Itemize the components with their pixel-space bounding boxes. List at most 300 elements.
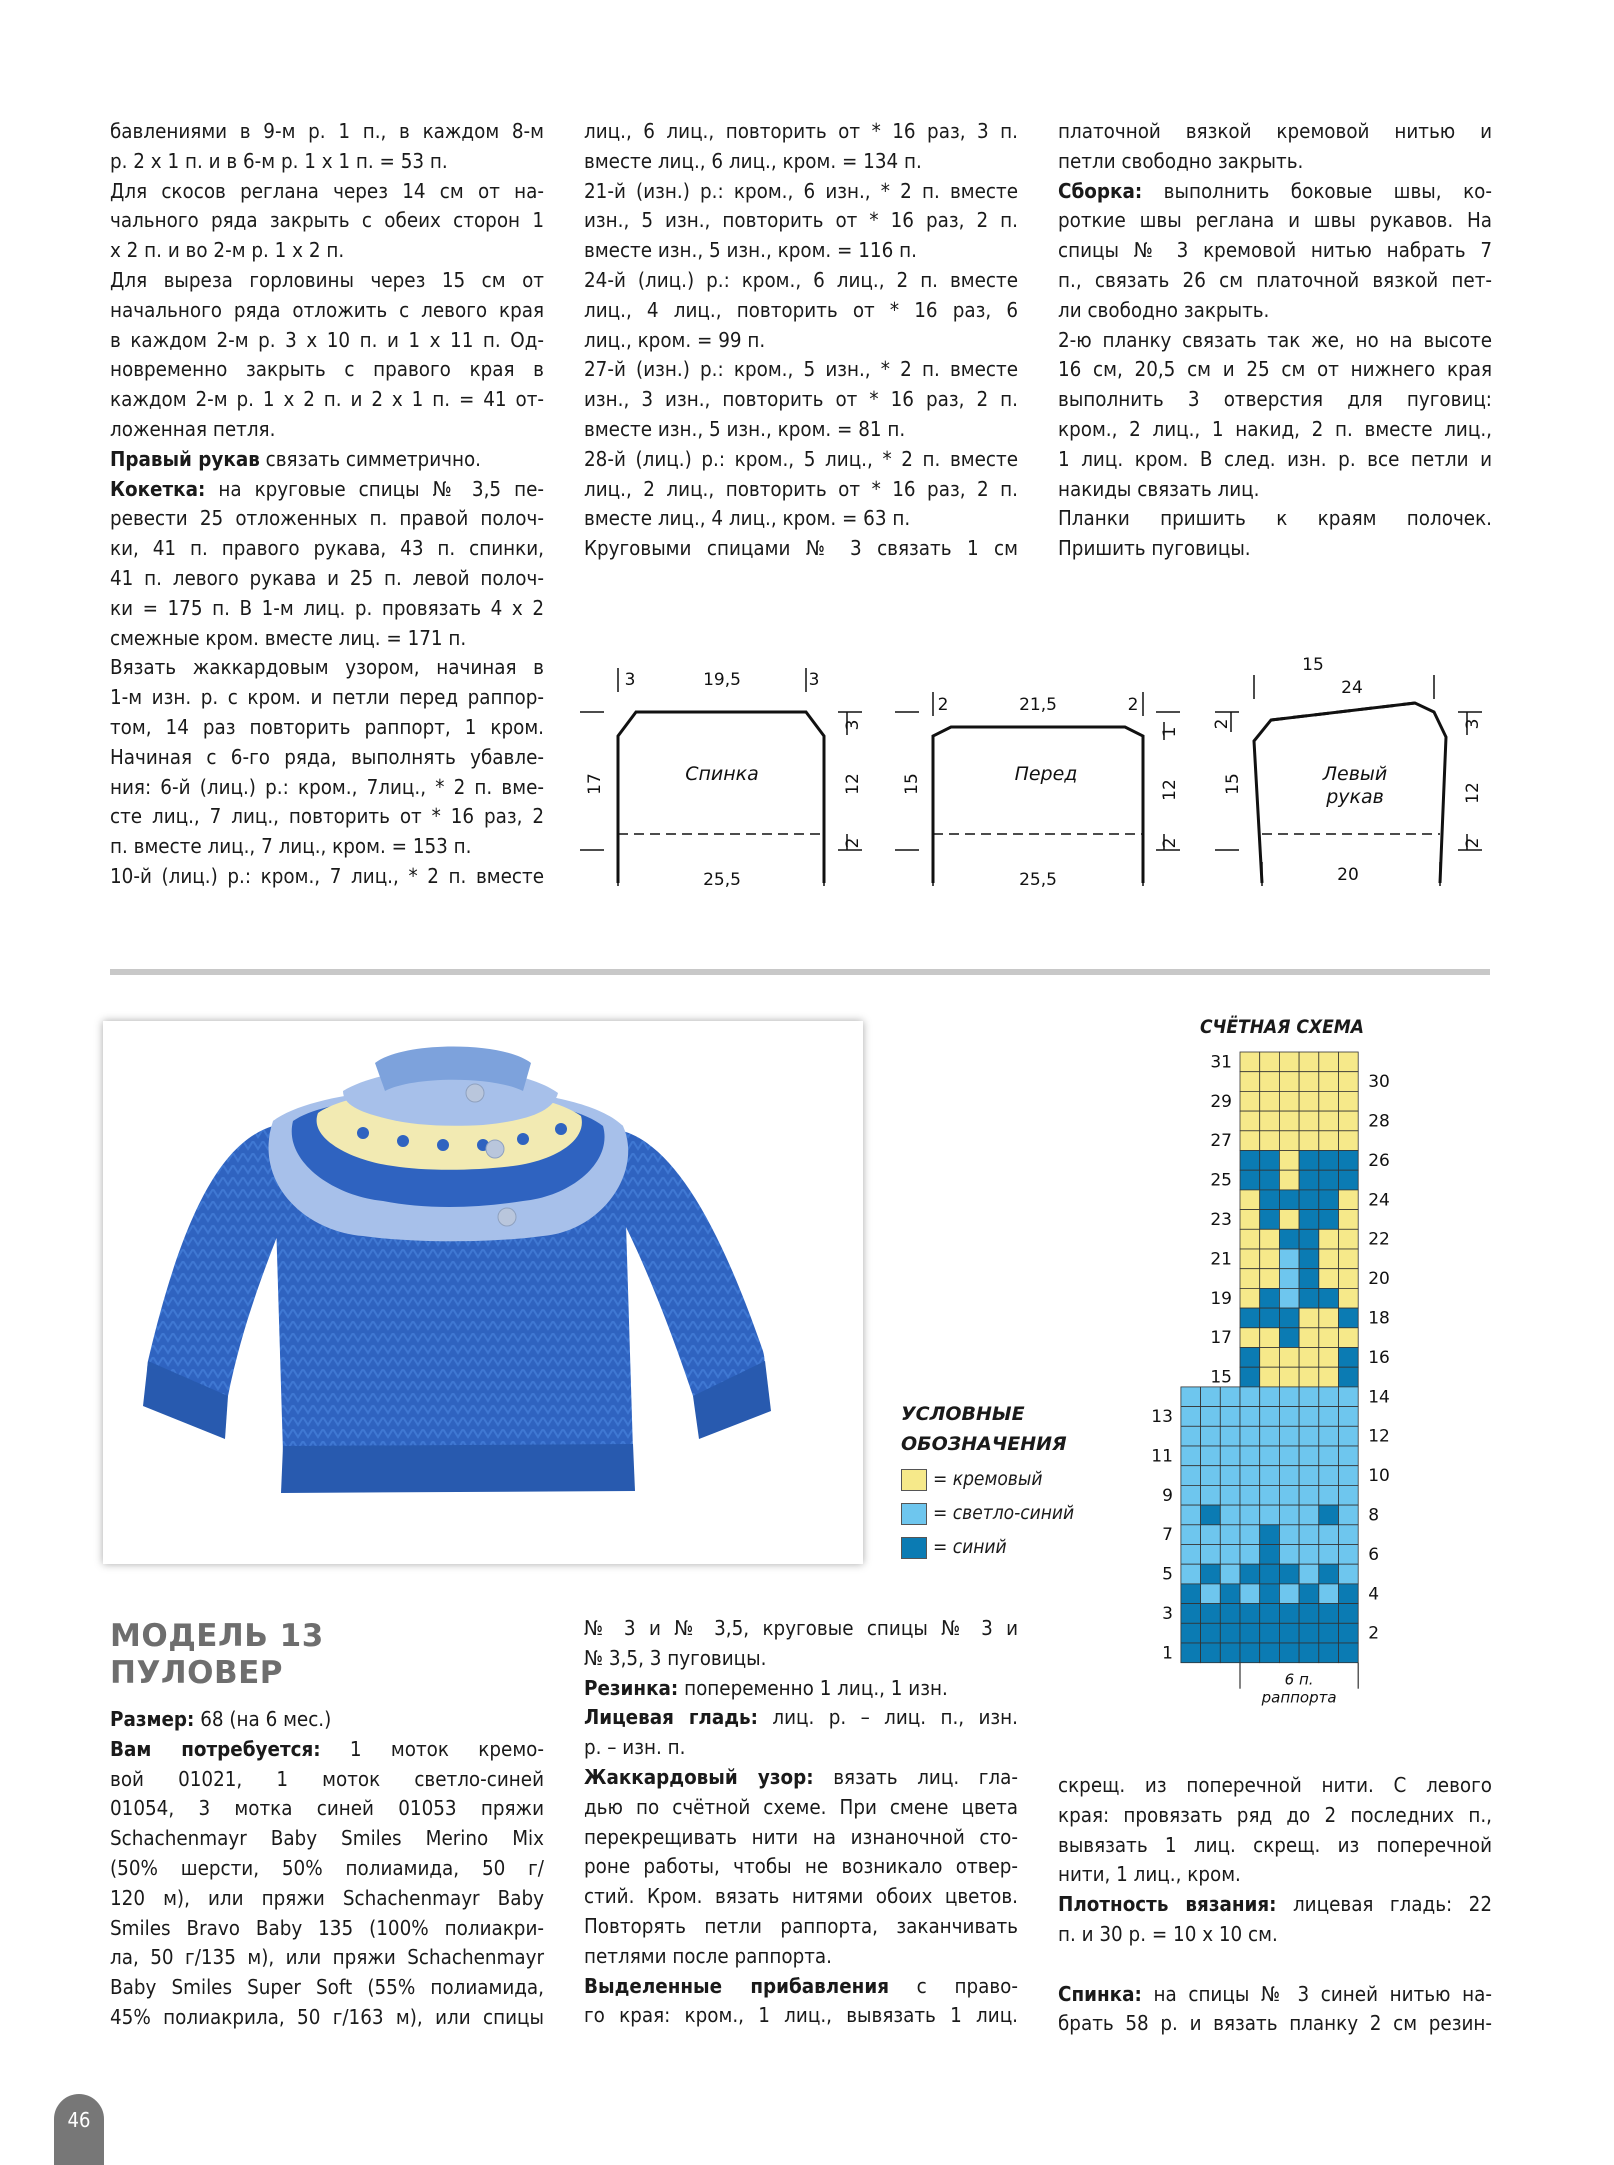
text-line <box>110 117 544 147</box>
line-text: накиды связать лиц. <box>1058 476 1260 501</box>
line-text: 45% полиакрила, 50 г/163 м), или спицы <box>110 2004 544 2029</box>
chart-cell <box>1279 1249 1299 1269</box>
text-line <box>110 862 544 892</box>
chart-cell <box>1279 1052 1299 1072</box>
text-line <box>110 475 544 505</box>
chart-cell <box>1260 1131 1280 1151</box>
line-text: петлями после раппорта. <box>584 1943 832 1968</box>
svg-text:3: 3 <box>624 670 636 690</box>
sleeve-label-2: рукав <box>1326 786 1384 808</box>
color-swatch <box>901 1503 927 1525</box>
text-line <box>110 832 544 862</box>
text-line <box>1058 445 1492 475</box>
chart-cell <box>1299 1367 1319 1387</box>
svg-text:2: 2 <box>1463 837 1483 849</box>
line-text: вместе лиц., 4 лиц., кром. = 63 п. <box>584 506 911 531</box>
chart-cell <box>1339 1151 1359 1171</box>
line-text: бавлениями в 9-м р. 1 п., в каждом 8-м <box>110 119 544 143</box>
chart-cell <box>1319 1505 1339 1525</box>
svg-text:25,5: 25,5 <box>703 870 741 890</box>
chart-cell <box>1319 1446 1339 1466</box>
chart-cell <box>1339 1308 1359 1328</box>
chart-cell <box>1319 1269 1339 1289</box>
chart-cell <box>1240 1505 1260 1525</box>
chart-cell <box>1279 1604 1299 1624</box>
row-number-right: 2 <box>1368 1623 1380 1644</box>
sleeve-label-1: Левый <box>1322 763 1388 785</box>
row-number-left: 29 <box>1210 1091 1232 1112</box>
chart-cell <box>1220 1446 1240 1466</box>
line-text: 28-й (лиц.) р.: кром., 5 лиц., * 2 п. вместе <box>584 446 1018 471</box>
line-text: лицевая гладь: 22 <box>1276 1892 1492 1917</box>
text-line <box>584 147 1018 177</box>
line-text: вывязать 1 лиц. скрещ. из поперечной <box>1058 1832 1492 1857</box>
svg-text:3: 3 <box>843 719 863 731</box>
chart-cell <box>1240 1604 1260 1624</box>
chart-cell <box>1279 1072 1299 1092</box>
text-line <box>1058 1801 1492 1831</box>
line-text: новременно закрыть с правого края в <box>110 357 544 382</box>
knitting-chart <box>1151 1040 1510 1707</box>
legend-title-line2: ОБОЗНАЧЕНИЯ <box>901 1433 1067 1455</box>
text-line <box>110 1854 544 1884</box>
text-line <box>110 355 544 385</box>
line-text: вместе лиц., 6 лиц., кром. = 134 п. <box>584 148 922 173</box>
line-text: роне работы, чтобы не возникало отвер- <box>584 1854 1018 1879</box>
chart-cell <box>1299 1643 1319 1663</box>
line-text: вязать лиц. гла- <box>813 1764 1018 1789</box>
repeat-label-1: 6 п. <box>1284 1670 1314 1689</box>
row-number-left: 21 <box>1210 1249 1232 1270</box>
chart-cell <box>1220 1387 1240 1407</box>
text-line <box>584 177 1018 207</box>
chart-cell <box>1240 1269 1260 1289</box>
legend-item <box>901 1501 1074 1525</box>
svg-text:15: 15 <box>902 773 922 795</box>
line-text: вой 01021, 1 моток светло-синей <box>110 1766 544 1791</box>
chart-cell <box>1240 1643 1260 1663</box>
text-line <box>584 266 1018 296</box>
text-line <box>584 1703 1018 1733</box>
line-text: дью по счётной схеме. При смене цвета <box>584 1794 1018 1819</box>
text-line <box>110 177 544 207</box>
text-column-3 <box>1058 117 1492 564</box>
chart-cell <box>1201 1426 1221 1446</box>
legend-item <box>901 1535 1007 1559</box>
chart-cell <box>1279 1170 1299 1190</box>
chart-cell <box>1319 1387 1339 1407</box>
svg-text:20: 20 <box>1337 865 1359 885</box>
repeat-label-2: раппорта <box>1261 1688 1337 1707</box>
chart-cell <box>1240 1170 1260 1190</box>
text-line <box>110 743 544 773</box>
text-line <box>1058 1920 1492 1950</box>
text-line <box>110 1824 544 1854</box>
text-line <box>1058 385 1492 415</box>
chart-cell <box>1240 1072 1260 1092</box>
line-text: Пришить пуговицы. <box>1058 536 1251 561</box>
line-text: стий. Кром. вязать нитями обоих цветов. <box>584 1884 1018 1909</box>
row-number-left: 31 <box>1210 1052 1232 1073</box>
text-line <box>584 1823 1018 1853</box>
chart-cell <box>1319 1426 1339 1446</box>
chart-cell <box>1339 1131 1359 1151</box>
chart-cell <box>1299 1584 1319 1604</box>
text-line <box>1058 177 1492 207</box>
chart-cell <box>1299 1072 1319 1092</box>
line-text: Вязать жаккардовым узором, начиная в <box>110 655 544 680</box>
row-number-left: 1 <box>1162 1643 1173 1664</box>
chart-cell <box>1181 1604 1201 1624</box>
legend-item <box>901 1467 1042 1491</box>
chart-cell <box>1299 1505 1319 1525</box>
chart-cell <box>1181 1485 1201 1505</box>
line-text: на спицы № 3 синей нитью на- <box>1141 1981 1492 2006</box>
chart-cell <box>1299 1308 1319 1328</box>
text-line <box>110 1943 544 1973</box>
text-line <box>110 713 544 743</box>
row-number-left: 23 <box>1210 1209 1232 1230</box>
chart-cell <box>1319 1623 1339 1643</box>
line-text: связать симметрично. <box>259 446 482 471</box>
chart-cell <box>1339 1170 1359 1190</box>
text-line <box>1058 1950 1492 1980</box>
row-number-right: 20 <box>1368 1269 1390 1290</box>
chart-cell <box>1220 1545 1240 1565</box>
color-swatch <box>901 1537 927 1559</box>
text-line <box>110 564 544 594</box>
line-text: спицы № 3 кремовой нитью набрать 7 <box>1058 238 1492 263</box>
chart-cell <box>1240 1210 1260 1230</box>
chart-cell <box>1181 1584 1201 1604</box>
bold-term: Плотность вязания: <box>1058 1892 1277 1917</box>
chart-cell <box>1181 1446 1201 1466</box>
chart-cell <box>1339 1072 1359 1092</box>
row-number-left: 25 <box>1210 1170 1232 1191</box>
svg-text:19,5: 19,5 <box>703 670 741 690</box>
chart-cell <box>1319 1643 1339 1663</box>
text-line <box>1058 534 1492 564</box>
chart-cell <box>1260 1151 1280 1171</box>
chart-cell <box>1319 1170 1339 1190</box>
text-line <box>110 773 544 803</box>
line-text: попеременно 1 лиц., 1 изн. <box>678 1675 948 1700</box>
line-text: на круговые спицы № 3,5 пе- <box>205 476 544 501</box>
chart-cell <box>1299 1604 1319 1624</box>
text-line <box>1058 415 1492 445</box>
chart-cell <box>1181 1407 1201 1427</box>
chart-cell <box>1240 1249 1260 1269</box>
line-text: 01054, 3 мотка синей 01053 пряжи <box>110 1796 544 1821</box>
text-line <box>110 1973 544 2003</box>
text-line <box>584 1614 1018 1644</box>
chart-cell <box>1339 1505 1359 1525</box>
line-text: го края: кром., 1 лиц., вывязать 1 лиц. <box>584 2003 1018 2028</box>
chart-cell <box>1240 1111 1260 1131</box>
chart-cell <box>1240 1131 1260 1151</box>
svg-text:15: 15 <box>1302 655 1324 675</box>
chart-cell <box>1240 1545 1260 1565</box>
line-text: края: провязать ряд до 2 последних п., <box>1058 1802 1492 1827</box>
line-text: начального ряда отложить с левого края <box>110 297 544 322</box>
line-text: выполнить 3 отверстия для пуговиц: <box>1058 387 1492 412</box>
chart-cell <box>1240 1190 1260 1210</box>
text-line <box>1058 326 1492 356</box>
svg-text:12: 12 <box>1160 779 1180 801</box>
chart-cell <box>1279 1229 1299 1249</box>
chart-cell <box>1181 1564 1201 1584</box>
chart-cell <box>1220 1623 1240 1643</box>
chart-cell <box>1279 1446 1299 1466</box>
line-text: том, 14 раз повторить раппорт, 1 кром. <box>110 714 544 739</box>
chart-cell <box>1260 1111 1280 1131</box>
chart-cell <box>1201 1485 1221 1505</box>
chart-cell <box>1299 1426 1319 1446</box>
svg-text:15: 15 <box>1223 773 1243 795</box>
text-line <box>584 1763 1018 1793</box>
row-number-right: 4 <box>1368 1584 1380 1605</box>
legend-label: = синий <box>933 1536 1007 1558</box>
row-number-right: 30 <box>1368 1072 1390 1093</box>
line-text: с право- <box>889 1973 1018 1998</box>
legend-title <box>901 1399 1067 1459</box>
chart-cell <box>1220 1426 1240 1446</box>
chart-title: СЧЁТНАЯ СХЕМА <box>1200 1016 1364 1038</box>
line-text: Schachenmayr Baby Smiles Merino Mix <box>110 1826 544 1851</box>
line-text: 41 п. левого рукава и 25 п. левой полоч- <box>110 565 544 590</box>
chart-cell <box>1260 1072 1280 1092</box>
chart-cell <box>1181 1623 1201 1643</box>
chart-cell <box>1201 1564 1221 1584</box>
text-line <box>110 1705 544 1735</box>
line-text: сте лиц., 7 лиц., повторить от * 16 раз, 2 <box>110 804 544 829</box>
chart-cell <box>1181 1466 1201 1486</box>
chart-cell <box>1339 1328 1359 1348</box>
chart-cell <box>1319 1229 1339 1249</box>
chart-cell <box>1339 1210 1359 1230</box>
line-text: п., связать 26 см платочной вязкой пет- <box>1058 267 1492 292</box>
text-line <box>110 266 544 296</box>
legend-label: = кремовый <box>933 1468 1043 1490</box>
line-text: 24-й (лиц.) р.: кром., 6 лиц., 2 п. вместе <box>584 267 1018 292</box>
back-label: Спинка <box>685 763 759 785</box>
chart-cell <box>1299 1170 1319 1190</box>
chart-cell <box>1279 1643 1299 1663</box>
row-number-left: 11 <box>1151 1446 1173 1467</box>
row-number-left: 19 <box>1210 1288 1232 1309</box>
chart-cell <box>1240 1288 1260 1308</box>
line-text: 120 м), или пряжи Schachenmayr Baby <box>110 1885 544 1910</box>
text-line <box>584 415 1018 445</box>
chart-cell <box>1339 1584 1359 1604</box>
bold-term: Кокетка: <box>110 476 206 501</box>
row-number-left: 5 <box>1162 1564 1173 1585</box>
svg-text:12: 12 <box>1463 782 1483 804</box>
text-line <box>584 326 1018 356</box>
text-line <box>1058 1831 1492 1861</box>
chart-cell <box>1339 1446 1359 1466</box>
chart-cell <box>1339 1407 1359 1427</box>
page-number: 46 <box>54 2094 104 2165</box>
line-text: 1 моток кремо- <box>320 1736 545 1761</box>
chart-cell <box>1260 1328 1280 1348</box>
chart-cell <box>1339 1288 1359 1308</box>
chart-cell <box>1279 1288 1299 1308</box>
row-number-right: 6 <box>1368 1544 1380 1565</box>
line-text: р. – изн. п. <box>584 1735 686 1760</box>
chart-cell <box>1299 1249 1319 1269</box>
text-line <box>584 1793 1018 1823</box>
text-line <box>584 445 1018 475</box>
line-text: выполнить боковые швы, ко- <box>1142 178 1492 203</box>
svg-text:12: 12 <box>843 773 863 795</box>
text-line <box>1058 266 1492 296</box>
svg-text:2: 2 <box>1160 837 1180 849</box>
chart-cell <box>1240 1407 1260 1427</box>
line-text: ки = 175 п. В 1-м лиц. р. провязать 4 x 2 <box>110 595 544 620</box>
chart-cell <box>1279 1210 1299 1230</box>
text-line <box>110 683 544 713</box>
chart-cell <box>1240 1525 1260 1545</box>
line-text: № 3,5, 3 пуговицы. <box>584 1645 767 1670</box>
chart-cell <box>1260 1269 1280 1289</box>
line-text: x 2 п. и во 2-м р. 1 x 2 п. <box>110 238 345 263</box>
line-text: перекрещивать нити на изнаночной сто- <box>584 1824 1018 1849</box>
chart-cell <box>1279 1328 1299 1348</box>
chart-cell <box>1339 1485 1359 1505</box>
chart-cell <box>1319 1407 1339 1427</box>
line-text: 68 (на 6 мес.) <box>194 1707 332 1731</box>
chart-cell <box>1181 1643 1201 1663</box>
text-line <box>584 355 1018 385</box>
bold-term: Вам потребуется: <box>110 1736 321 1761</box>
bold-term: Размер: <box>110 1707 195 1731</box>
chart-cell <box>1299 1190 1319 1210</box>
chart-cell <box>1220 1564 1240 1584</box>
chart-cell <box>1279 1091 1299 1111</box>
line-text: Для выреза горловины через 15 см от <box>110 267 544 292</box>
text-line <box>584 1674 1018 1704</box>
chart-cell <box>1240 1426 1260 1446</box>
row-number-left: 9 <box>1162 1485 1173 1506</box>
line-text: 27-й (изн.) р.: кром., 5 изн., * 2 п. вместе <box>584 357 1018 382</box>
text-line <box>110 2003 544 2033</box>
line-text: лиц., 4 лиц., повторить от * 16 раз, 6 <box>584 297 1018 322</box>
chart-cell <box>1279 1131 1299 1151</box>
chart-cell <box>1319 1210 1339 1230</box>
chart-cell <box>1181 1426 1201 1446</box>
line-text: 1-м изн. р. с кром. и петли перед раппор- <box>110 685 544 710</box>
text-line <box>584 2001 1018 2031</box>
line-text: брать 58 р. и вязать планку 2 см резин- <box>1058 2011 1492 2036</box>
legend-label: = светло-синий <box>933 1502 1075 1524</box>
bold-term: Жаккардовый узор: <box>584 1764 814 1789</box>
chart-cell <box>1299 1387 1319 1407</box>
chart-cell <box>1299 1545 1319 1565</box>
chart-cell <box>1319 1466 1339 1486</box>
chart-cell <box>1319 1052 1339 1072</box>
chart-cell <box>1260 1387 1280 1407</box>
chart-cell <box>1240 1564 1260 1584</box>
chart-cell <box>1260 1249 1280 1269</box>
chart-cell <box>1299 1446 1319 1466</box>
text-line <box>584 1733 1018 1763</box>
chart-cell <box>1299 1525 1319 1545</box>
chart-cell <box>1319 1604 1339 1624</box>
text-line <box>110 1884 544 1914</box>
chart-cell <box>1339 1091 1359 1111</box>
text-line <box>110 206 544 236</box>
line-text: Планки пришить к краям полочек. <box>1058 506 1492 531</box>
text-line <box>110 415 544 445</box>
chart-cell <box>1260 1584 1280 1604</box>
chart-cell <box>1319 1111 1339 1131</box>
chart-cell <box>1260 1210 1280 1230</box>
chart-cell <box>1220 1485 1240 1505</box>
chart-cell <box>1220 1643 1240 1663</box>
line-text: лиц., 6 лиц., повторить от * 16 раз, 3 п. <box>584 119 1018 143</box>
line-text: чального ряда закрыть с обеих сторон 1 <box>110 208 544 233</box>
chart-cell <box>1299 1407 1319 1427</box>
chart-cell <box>1260 1426 1280 1446</box>
svg-text:3: 3 <box>808 670 820 690</box>
line-text: Для скосов реглана через 14 см от на- <box>110 178 544 203</box>
text-column-2 <box>584 117 1018 564</box>
chart-cell <box>1299 1623 1319 1643</box>
row-number-right: 22 <box>1368 1229 1390 1250</box>
text-line <box>1058 1890 1492 1920</box>
bottom-text-column-1 <box>110 1705 544 2033</box>
chart-cell <box>1240 1623 1260 1643</box>
line-text: Повторять петли раппорта, заканчивать <box>584 1913 1018 1938</box>
chart-cell <box>1339 1623 1359 1643</box>
text-line <box>1058 296 1492 326</box>
chart-cell <box>1220 1505 1240 1525</box>
chart-cell <box>1279 1623 1299 1643</box>
chart-cell <box>1220 1525 1240 1545</box>
chart-cell <box>1339 1229 1359 1249</box>
text-line <box>1058 355 1492 385</box>
line-text: 2-ю планку связать так же, но на высоте <box>1058 327 1492 352</box>
chart-cell <box>1240 1229 1260 1249</box>
chart-cell <box>1339 1249 1359 1269</box>
chart-cell <box>1260 1485 1280 1505</box>
chart-cell <box>1260 1052 1280 1072</box>
text-line <box>584 296 1018 326</box>
line-text: Baby Smiles Super Soft (55% полиамида, <box>110 1975 544 2000</box>
row-number-right: 28 <box>1368 1111 1390 1132</box>
line-text: каждом 2-м р. 1 x 2 п. и 2 x 1 п. = 41 от- <box>110 387 544 412</box>
bold-term: Выделенные прибавления <box>584 1973 889 1998</box>
text-line <box>1058 1860 1492 1890</box>
line-text: ла, 50 г/135 м), или пряжи Schachenmayr <box>110 1945 544 1970</box>
chart-cell <box>1299 1328 1319 1348</box>
chart-cell <box>1220 1407 1240 1427</box>
chart-cell <box>1260 1564 1280 1584</box>
chart-cell <box>1220 1466 1240 1486</box>
svg-text:3: 3 <box>1463 718 1483 730</box>
svg-text:21,5: 21,5 <box>1019 695 1057 715</box>
text-line <box>1058 2009 1492 2039</box>
line-text: ки, 41 п. правого рукава, 43 п. спинки, <box>110 536 544 561</box>
chart-cell <box>1339 1545 1359 1565</box>
chart-cell <box>1299 1269 1319 1289</box>
row-number-left: 13 <box>1151 1406 1173 1427</box>
text-line <box>584 1912 1018 1942</box>
text-column-1 <box>110 117 544 892</box>
chart-cell <box>1319 1091 1339 1111</box>
chart-cell <box>1181 1525 1201 1545</box>
